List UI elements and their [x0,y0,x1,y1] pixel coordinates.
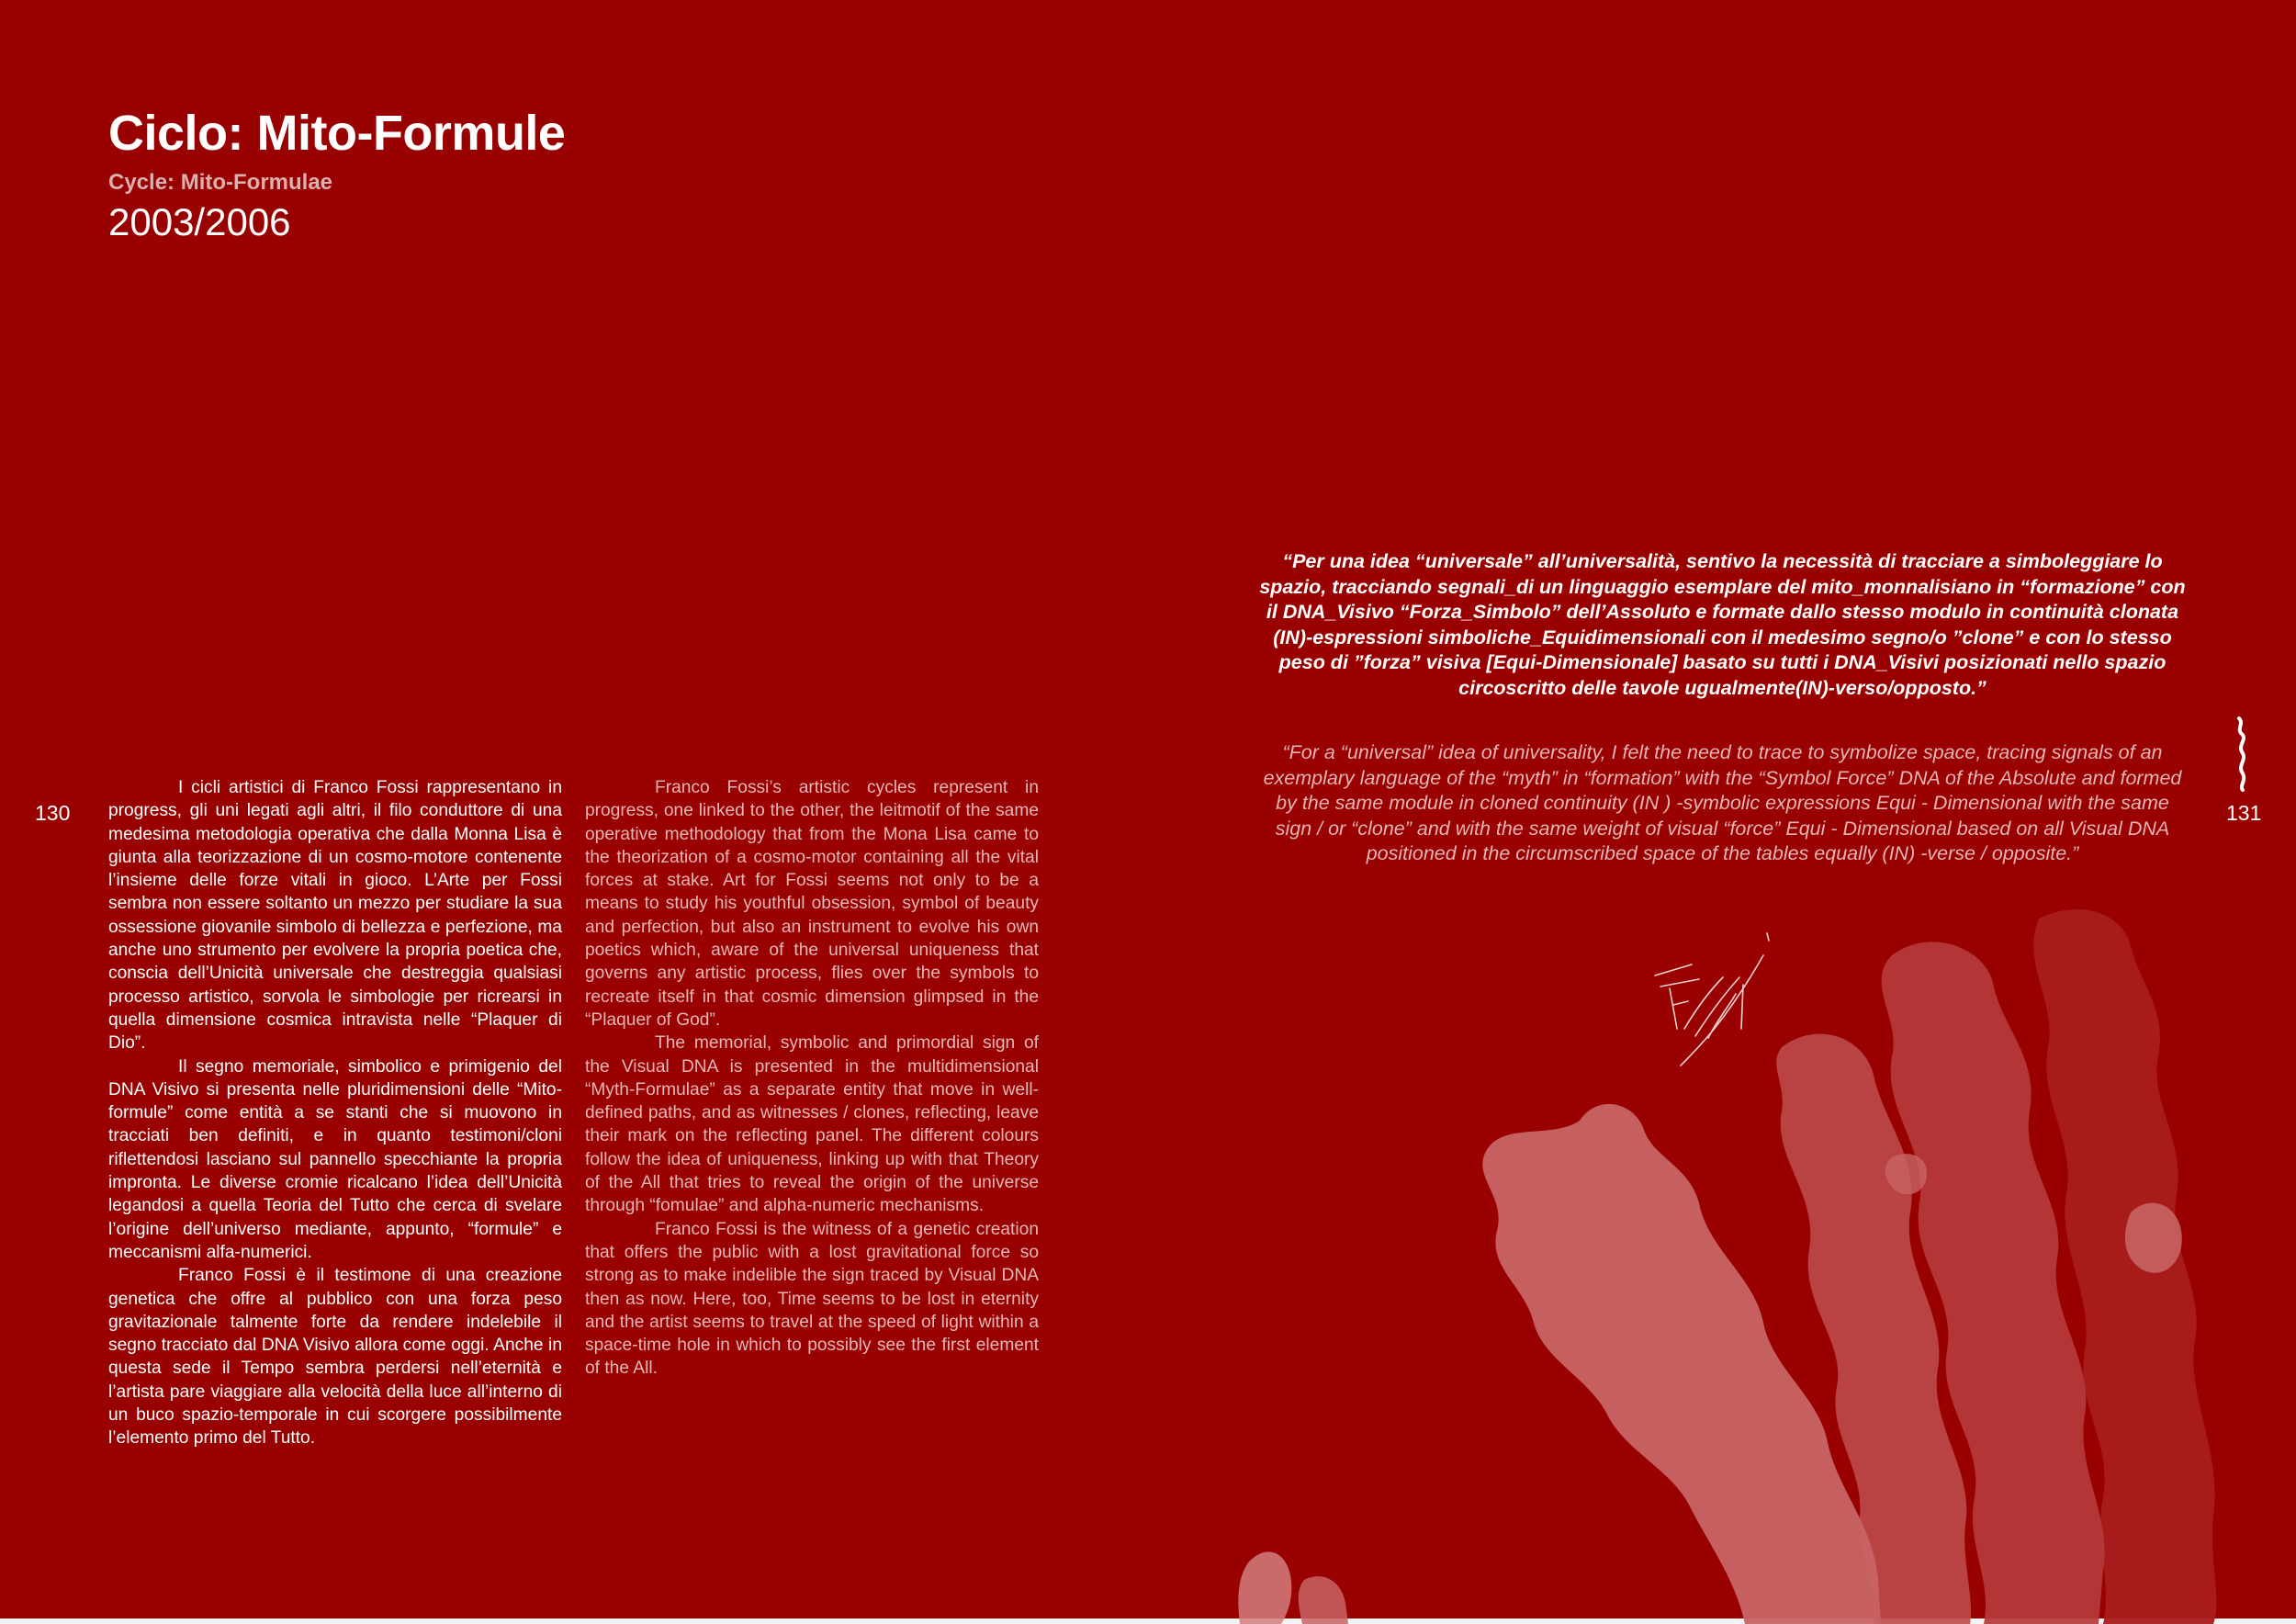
italian-paragraph: I cicli artistici di Franco Fossi rappresentano in progress, gli uni legati agli altri, il filo conduttore di una medesima metodologia operativa che dalla Monna Lisa è giunta alla teorizzazione di un cosmo-motore contenente l’insieme delle forze vitali in gioco. L’Arte per Fossi sembra non essere soltanto un mezzo per studiare la sua ossessione giovanile simbolo di bellezza e perfezione, ma anche uno strumento per evolvere la propria poetica che, conscia dell’Unicità universale che destreggia qualsiasi processo artistico, sorvola le simbologie per ricrearsi in quella dimensione cosmica intravista nelle “Plaquer di Dio”. [108,778,562,1054]
english-paragraph: Franco Fossi is the witness of a genetic creation that offers the public with a lost gravitational force so strong as to make indelible the sign traced by Visual DNA then as now. Here, too, Time seems to be lost in eternity and the artist seems to travel at the speed of light within a space-time hole in which to possibly see the first element of the All. [585,1219,1039,1379]
italian-paragraph: Franco Fossi è il testimone di una creazione genetica che offre al pubblico con una forza peso gravitazionale talmente forte da rendere indelebile il segno tracciato dal DNA Visivo allora come oggi. Anche in questa sede il Tempo sembra perdersi nell’eternità e l’artista pare viaggiare alla velocità della luce all’interno di un buco spazio-temporale in cui scorgere possibilmente l’elemento primo del Tutto. [108,1266,562,1449]
italian-text-column [108,776,562,1450]
artwork-dna-shapes [1194,882,2296,1624]
italian-paragraph: Il segno memoriale, simbolico e primigenio del DNA Visivo si presenta nelle pluridimensioni delle “Mito-formule” come entità a se stanti che si muovono in tracciati ben definiti, e in quanto testimoni/cloni riflettendosi lasciano sul pannello specchiante la propria impronta. Le diverse cromie ricalcano l’idea dell’Unicità legandosi a quella Teoria del Tutto che cerca di svelare l’origine dell’universo mediante, appunto, “formule” e meccanismi alfa-numerici. [108,1056,562,1262]
artist-quote-italian: “Per una idea “universale” all’universalità, sentivo la necessità di tracciare a simboleggiare lo spazio, tracciando segnali_di un linguaggio esemplare del mito_monnalisiano in “formazione” con il DNA_Visivo “Forza_Simbolo” dell’Assoluto e formate dallo stesso modulo in continuità clonata (IN)-espressioni simboliche_Equidimensionali con il medesimo segno/o ”clone” e con lo stesso peso di ”forza” visiva [Equi-Dimensionale] basato su tutti i DNA_Visivi posizionati nello spazio circoscritto delle tavole ugualmente(IN)-verso/opposto.” [1259,550,2186,699]
page-subtitle: Cycle: Mito-Formulae [108,170,333,195]
page-number-left: 130 [35,801,71,825]
english-paragraph: Franco Fossi’s artistic cycles represent in progress, one linked to the other, the leitmotif of the same operative methodology that from the Mona Lisa came to the theorization of a cosmo-motor containing all the vital forces at stake. Art for Fossi seems not only to be a means to study his youthful obsession, symbol of beauty and perfection, but also an instrument to evolve his own poetics which, aware of the universal uniqueness that governs any artistic process, flies over the symbols to recreate itself in that cosmic dimension glimpsed in the “Plaquer of God”. [585,778,1039,1030]
page-number-right: 131 [2226,801,2262,825]
edge-scribble-icon [2232,716,2250,792]
date-range: 2003/2006 [108,200,291,243]
english-paragraph: The memorial, symbolic and primordial sign of the Visual DNA is presented in the multidimensional “Myth-Formulae” as a separate entity that move in well-defined paths, and as witnesses / clones, reflecting, leave their mark on the reflecting panel. The different colours follow the idea of uniqueness, linking up with that Theory of the All that tries to reveal the origin of the universe through “fomulae” and alpha-numeric mechanisms. [585,1033,1039,1216]
page-title: Ciclo: Mito-Formule [108,106,566,161]
english-text-column [585,776,1039,1381]
artist-quote-english: “For a “universal” idea of universality, I felt the need to trace to symbolize space, tracing signals of an exemplary language of the “myth” in “formation” with the “Symbol Force” DNA of the Absolute and formed by the same module in cloned continuity (IN ) -symbolic expressions Equi - Dimensional with the same sign / or “clone” and with the same weight of visual “force” Equi - Dimensional based on all Visual DNA positioned in the circumscribed space of the tables equally (IN) -verse / opposite.” [1263,741,2182,865]
